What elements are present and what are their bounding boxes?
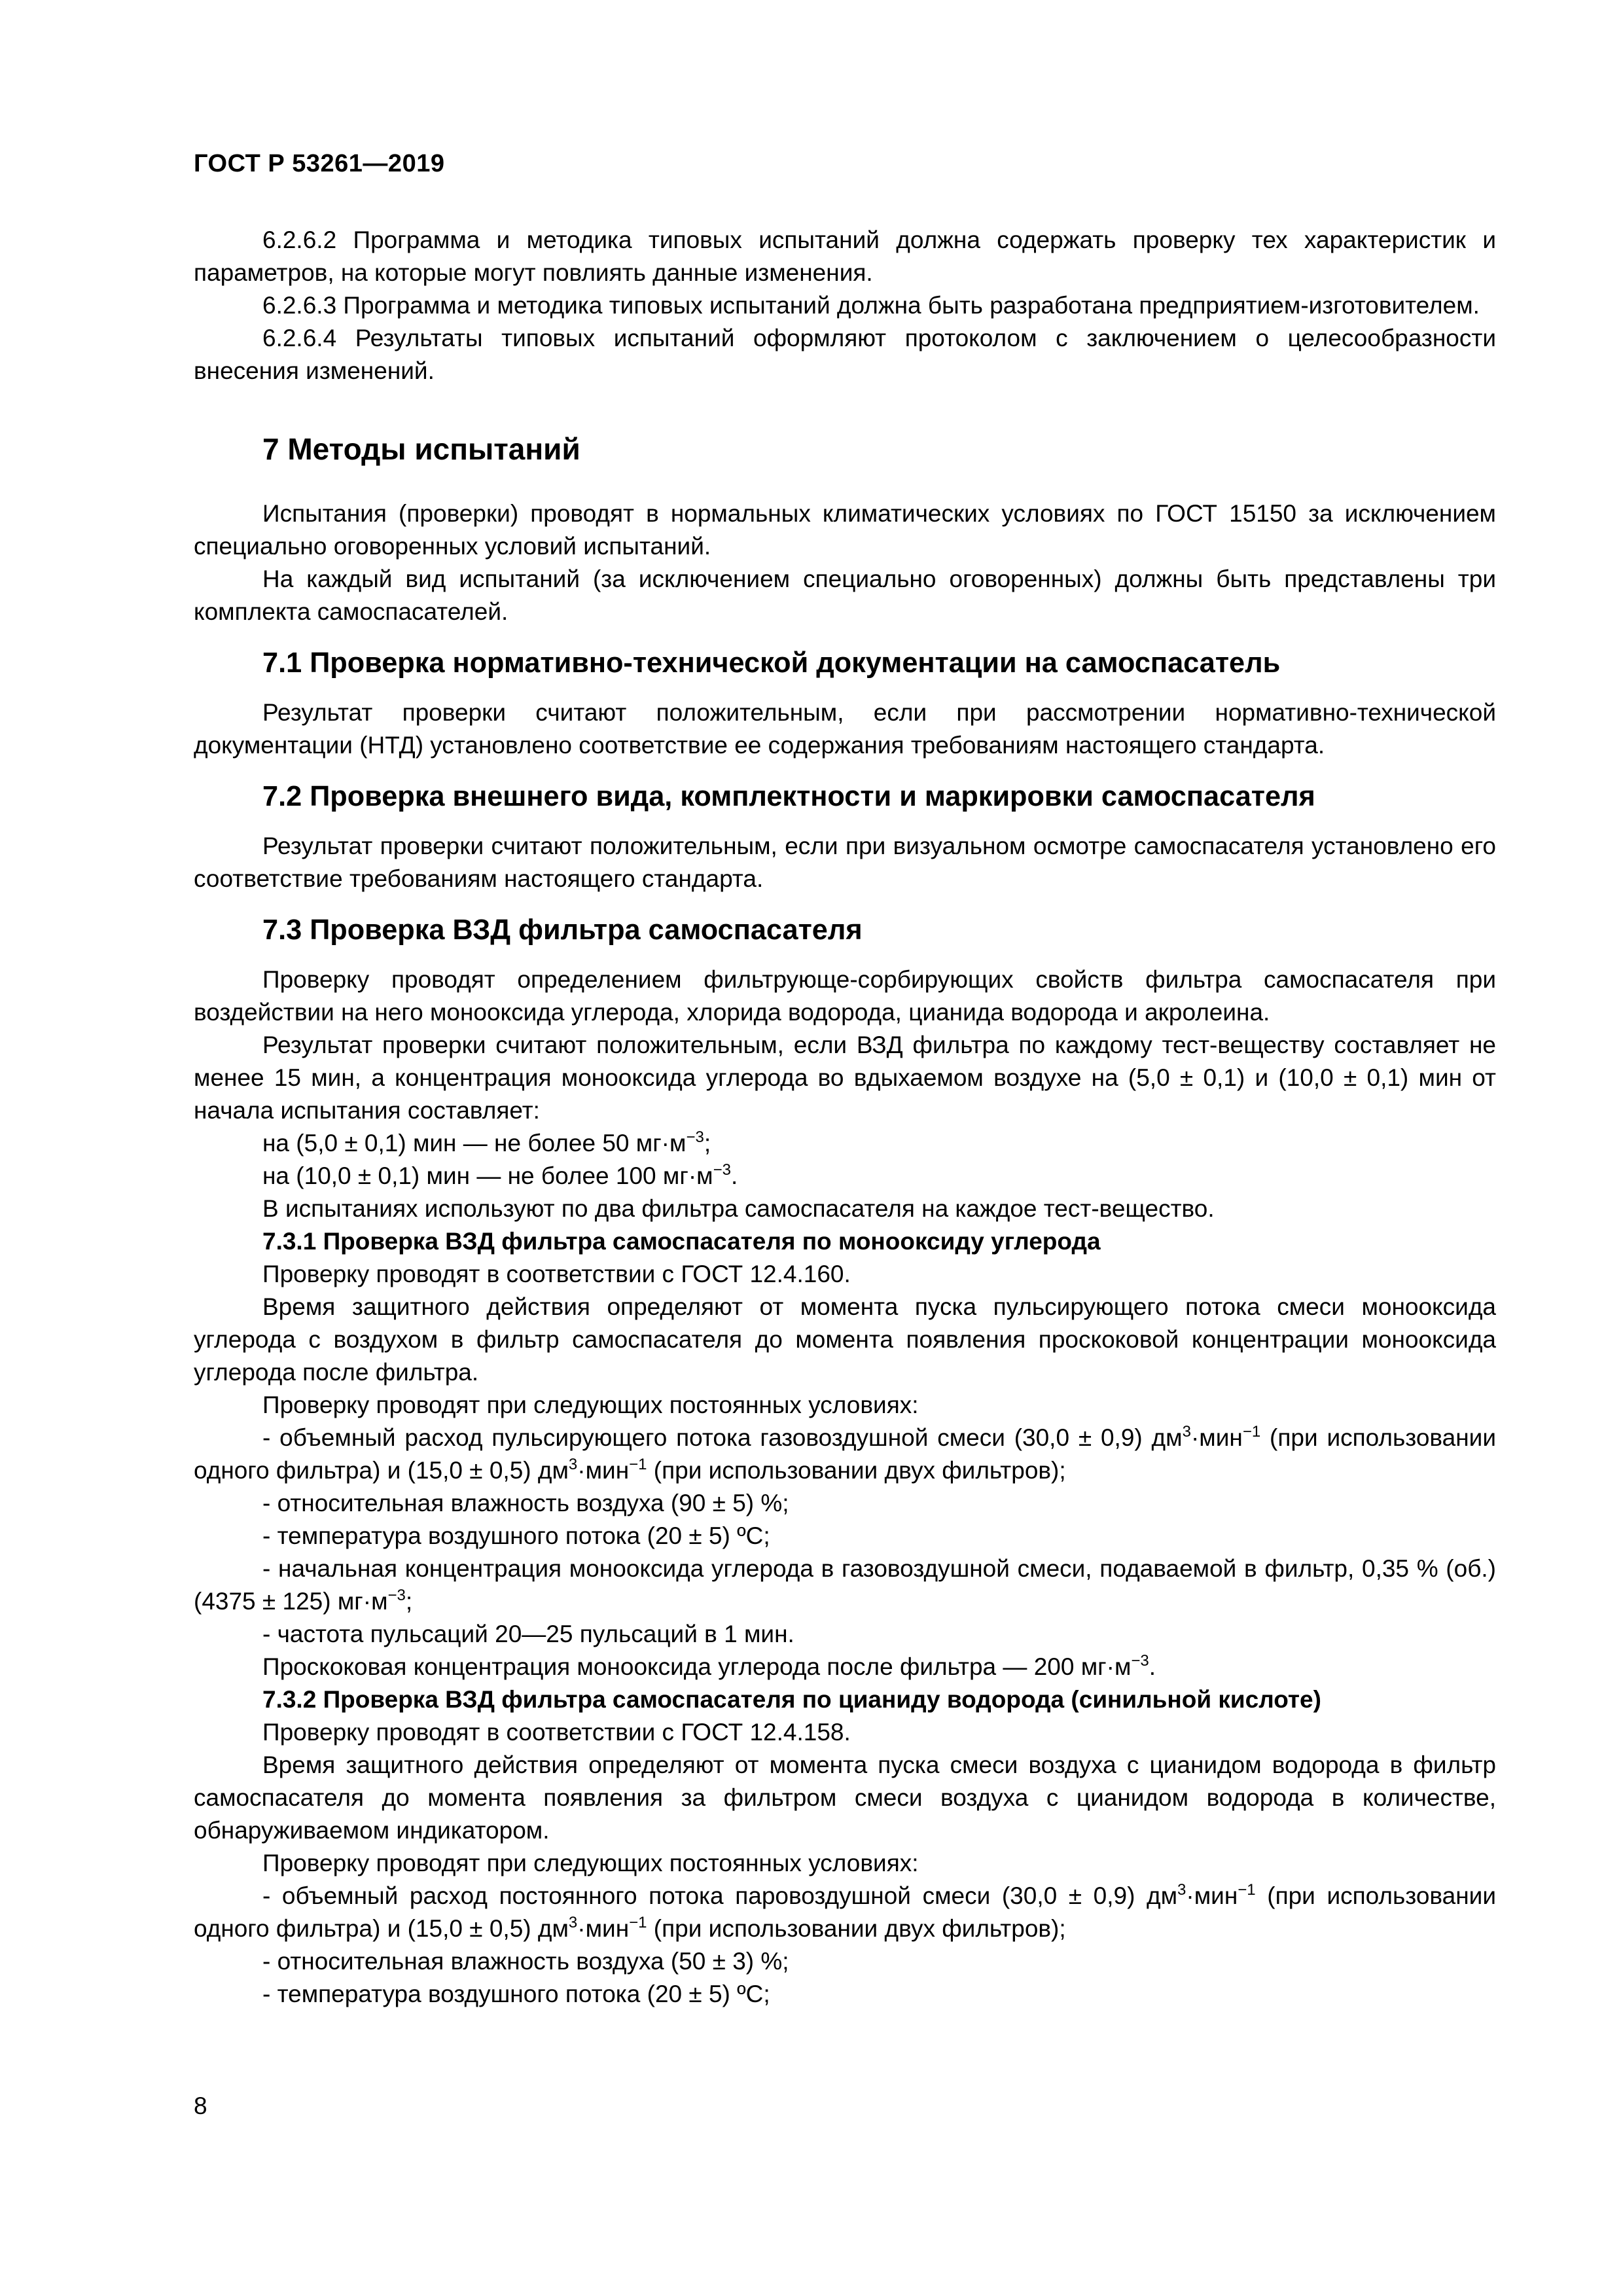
section-7-3-paragraph: Результат проверки считают положительным, если ВЗД фильтра по каждому тест-веществу составляет не менее 15 мин, а концентрация монооксида углерода во вдыхаемом воздухе на (5,0 ± 0,1) и (10,0 ± 0,1) мин от начала испытания составляет: <box>194 1031 1496 1124</box>
list-item: - относительная влажность воздуха (50 ± 3) %; <box>262 1948 789 1975</box>
co-limit-5min: на (5,0 ± 0,1) мин — не более 50 $мг\cdot м^{-3}$; <box>262 1128 711 1157</box>
section-7-2-paragraph: Результат проверки считают положительным, если при визуальном осмотре самоспасателя установлено его соответствие требованиям настоящего стандарта. <box>194 833 1496 892</box>
section-7-3-title: 7.3 Проверка ВЗД фильтра самоспасателя <box>262 914 863 946</box>
list-item: - начальная концентрация монооксида углерода в газовоздушной смеси, подаваемой в фильтр, 0,35 % (об.) (4375 ± 125) $мг\cdot м^{-3}$; <box>194 1555 1496 1615</box>
list-item: - относительная влажность воздуха (90 ± 5) %; <box>262 1490 789 1516</box>
section-7-3-paragraph: В испытаниях используют по два фильтра самоспасателя на каждое тест-вещество. <box>262 1195 1215 1222</box>
section-7-3-2-paragraph: Время защитного действия определяют от момента пуска смеси воздуха с цианидом водорода в фильтр самоспасателя до момента появления за фильтром смеси воздуха с цианидом водорода в количестве, обнаруживаемом индикатором. <box>194 1751 1496 1844</box>
section-7-3-1-title: 7.3.1 Проверка ВЗД фильтра самоспасателя по монооксиду углерода <box>262 1228 1101 1255</box>
page-content <box>194 224 1496 2011</box>
section-7-title: 7 Методы испытаний <box>262 432 580 466</box>
list-item: - температура воздушного потока (20 ± 5) ºС; <box>262 1981 770 2007</box>
list-item: - объемный расход пульсирующего потока газовоздушной смеси (30,0 ± 0,9) $дм^3\cdot мин^{-1}$ (при использовании одного фильтра) и (15,0 ± 0,5) $дм^3\cdot мин^{-1}$ (при использовании двух фильтров); <box>194 1423 1496 1484</box>
section-7-1-title: 7.1 Проверка нормативно-технической документации на самоспасатель <box>262 647 1281 679</box>
section-7-1-paragraph: Результат проверки считают положительным, если при рассмотрении нормативно-технической документации (НТД) установлено соответствие ее содержания требованиям настоящего стандарта. <box>194 699 1496 759</box>
clause-6-2-6-2: 6.2.6.2 Программа и методика типовых испытаний должна содержать проверку тех характеристик и параметров, на которые могут повлиять данные изменения. <box>194 226 1496 286</box>
clause-6-2-6-4: 6.2.6.4 Результаты типовых испытаний оформляют протоколом с заключением о целесообразности внесения изменений. <box>194 325 1496 384</box>
standard-header: ГОСТ Р 53261—2019 <box>194 150 445 177</box>
section-7-3-1-paragraph: Проскоковая концентрация монооксида углерода после фильтра — 200 $мг\cdot м^{-3}$. <box>262 1652 1156 1680</box>
page-number: 8 <box>194 2092 207 2119</box>
section-7-3-2-paragraph: Проверку проводят в соответствии с ГОСТ 12.4.158. <box>262 1719 851 1746</box>
section-7-3-2-title: 7.3.2 Проверка ВЗД фильтра самоспасателя по цианиду водорода (синильной кислоте) <box>262 1686 1321 1713</box>
co-limit-10min: на (10,0 ± 0,1) мин — не более 100 $мг\cdot м^{-3}$. <box>262 1161 738 1189</box>
section-7-paragraph: На каждый вид испытаний (за исключением специально оговоренных) должны быть представлены три комплекта самоспасателей. <box>194 565 1496 625</box>
section-7-3-2-paragraph: Проверку проводят при следующих постоянных условиях: <box>262 1850 919 1876</box>
clause-6-2-6-3: 6.2.6.3 Программа и методика типовых испытаний должна быть разработана предприятием-изготовителем. <box>262 292 1480 319</box>
section-7-3-1-paragraph: Проверку проводят при следующих постоянных условиях: <box>262 1391 919 1418</box>
section-7-3-paragraph: Проверку проводят определением фильтрующе-сорбирующих свойств фильтра самоспасателя при воздействии на него монооксида углерода, хлорида водорода, цианида водорода и акролеина. <box>194 966 1496 1026</box>
section-7-paragraph: Испытания (проверки) проводят в нормальных климатических условиях по ГОСТ 15150 за исключением специально оговоренных условий испытаний. <box>194 500 1496 560</box>
list-item: - частота пульсаций 20—25 пульсаций в 1 мин. <box>262 1621 794 1647</box>
section-7-3-1-paragraph: Проверку проводят в соответствии с ГОСТ 12.4.160. <box>262 1261 851 1287</box>
section-7-2-title: 7.2 Проверка внешнего вида, комплектности и маркировки самоспасателя <box>262 781 1315 812</box>
list-item: - объемный расход постоянного потока паровоздушной смеси (30,0 ± 0,9) $дм^3\cdot мин^{-1}$ (при использовании одного фильтра) и (15,0 ± 0,5) $дм^3\cdot мин^{-1}$ (при использовании двух фильтров); <box>194 1881 1496 1942</box>
section-7-3-1-paragraph: Время защитного действия определяют от момента пуска пульсирующего потока смеси монооксида углерода с воздухом в фильтр самоспасателя до момента появления проскоковой концентрации монооксида углерода после фильтра. <box>194 1293 1496 1386</box>
list-item: - температура воздушного потока (20 ± 5) ºС; <box>262 1522 770 1549</box>
